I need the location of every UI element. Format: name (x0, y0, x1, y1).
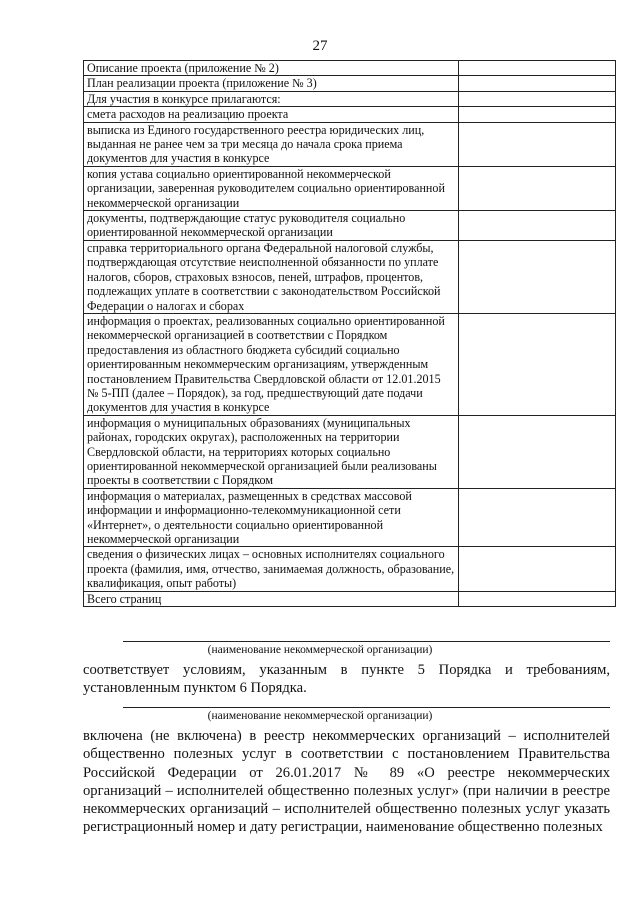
table-row (84, 547, 616, 591)
organization-name-line (123, 707, 610, 708)
row-label: документы, подтверждающие статус руководителя социально ориентированной некоммерческой организации (84, 211, 459, 241)
row-value-cell (459, 211, 616, 241)
row-label: информация о материалах, размещенных в средствах массовой информации и информационно-телекоммуникационной сети «Интернет», о деятельности социально ориентированной некоммерческой организации (84, 488, 459, 547)
table-row (84, 488, 616, 547)
row-label: смета расходов на реализацию проекта (84, 107, 459, 122)
table-row (84, 76, 616, 91)
row-label: Для участия в конкурсе прилагаются: (84, 91, 459, 106)
row-value-cell (459, 166, 616, 210)
row-value-cell (459, 122, 616, 166)
organization-name-caption: (наименование некоммерческой организации) (207, 710, 433, 722)
row-value-cell (459, 91, 616, 106)
row-value-cell (459, 591, 616, 606)
table-row (84, 415, 616, 488)
table-row (84, 211, 616, 241)
row-label: сведения о физических лицах – основных исполнителях социального проекта (фамилия, имя, отчество, занимаемая должность, образование, квалификация, опыт работы) (84, 547, 459, 591)
row-value-cell (459, 240, 616, 313)
table-row (84, 313, 616, 415)
table-row (84, 240, 616, 313)
row-label: выписка из Единого государственного реестра юридических лиц, выданная не ранее чем за три месяца до начала срока приема документов для участия в конкурсе (84, 122, 459, 166)
registry-paragraph: включена (не включена) в реестр некоммерческих организаций – исполнителей общественно полезных услуг в соответствии с постановлением Правительства Российской Федерации от 26.01.2017 № 89 «О реестре некоммерческих организаций – исполнителей общественно полезных услуг» (при наличии в реестре некоммерческих организаций – исполнителей общественно полезных услуг указать регистрационный номер и дату регистрации, наименование общественно полезных (83, 728, 610, 836)
table-row (84, 61, 616, 76)
table-row (84, 591, 616, 606)
table-row (84, 107, 616, 122)
row-value-cell (459, 61, 616, 76)
row-label: информация о муниципальных образованиях (муниципальных районах, городских округах), расположенных на территории Свердловской области, на территориях которых социально ориентированной некоммерческой организацией были реализованы проекты в соответствии с Порядком (84, 415, 459, 488)
row-value-cell (459, 313, 616, 415)
row-value-cell (459, 547, 616, 591)
row-label: информация о проектах, реализованных социально ориентированной некоммерческой организацией в соответствии с Порядком предоставления из областного бюджета субсидий социально ориентированным некоммерческим организациям, утвержденным постановлением Правительства Свердловской области от 12.01.2015 № 5-ПП (далее – Порядок), за год, предшествующий дате подачи документов для участия в конкурсе (84, 313, 459, 415)
organization-name-line (123, 641, 610, 642)
table-row (84, 91, 616, 106)
row-label: копия устава социально ориентированной некоммерческой организации, заверенная руководителем социально ориентированной некоммерческой организации (84, 166, 459, 210)
documents-table (83, 60, 616, 607)
row-label: справка территориального органа Федеральной налоговой службы, подтверждающая отсутствие неисполненной обязанности по уплате налогов, сборов, страховых взносов, пеней, штрафов, процентов, подлежащих уплате в соответствии с законодательством Российской Федерации о налогах и сборах (84, 240, 459, 313)
page-number: 27 (312, 38, 328, 54)
row-value-cell (459, 415, 616, 488)
table-row (84, 122, 616, 166)
table-row (84, 166, 616, 210)
row-value-cell (459, 488, 616, 547)
row-value-cell (459, 76, 616, 91)
row-label: План реализации проекта (приложение № 3) (84, 76, 459, 91)
row-label: Описание проекта (приложение № 2) (84, 61, 459, 76)
organization-name-caption: (наименование некоммерческой организации) (207, 644, 433, 656)
row-label: Всего страниц (84, 591, 459, 606)
conformity-paragraph: соответствует условиям, указанным в пункте 5 Порядка и требованиям, установленным пунктом 6 Порядка. (83, 662, 610, 697)
row-value-cell (459, 107, 616, 122)
